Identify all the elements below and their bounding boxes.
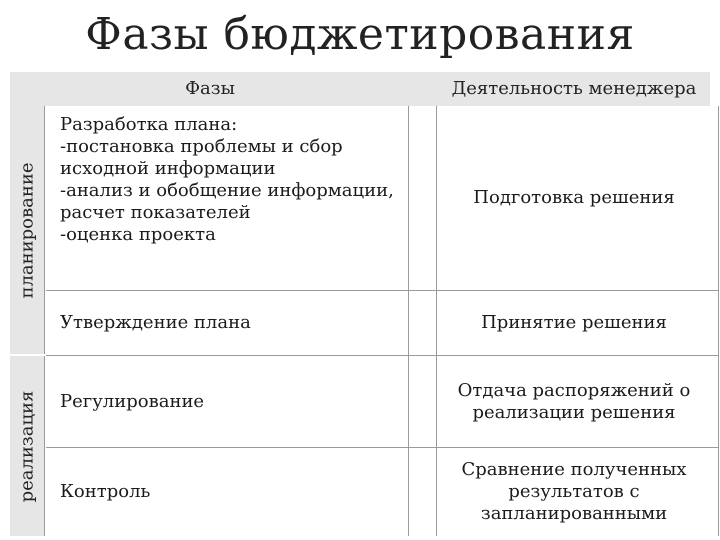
table-cell-phase-text: Контроль bbox=[60, 481, 151, 502]
header-phases: Фазы bbox=[185, 78, 235, 99]
column-divider bbox=[718, 106, 719, 536]
table-cell-phase bbox=[60, 448, 405, 536]
table-cell-activity bbox=[440, 448, 708, 536]
table-cell-activity-text: Отдача распоряжений о реализации решения bbox=[457, 379, 691, 423]
table-cell-activity-text: Подготовка решения bbox=[473, 187, 675, 208]
table-cell-phase bbox=[60, 291, 405, 355]
column-divider bbox=[436, 106, 437, 536]
table-cell-phase-text: Регулирование bbox=[60, 390, 205, 412]
table-cell-activity-text: Сравнение полученных результатов с запланированными bbox=[461, 459, 687, 524]
table-cell-phase: Разработка плана: -постановка проблемы и сбор исходной информации -анализ и обобщение информации, расчет показателей -оценка проекта bbox=[60, 114, 394, 245]
table-cell-phase-text: Утверждение плана bbox=[60, 312, 251, 333]
group-planning bbox=[10, 106, 45, 354]
page-title: Фазы бюджетирования bbox=[85, 9, 635, 60]
header-manager-activity: Деятельность менеджера bbox=[451, 78, 697, 99]
table-cell-activity bbox=[440, 106, 708, 290]
group-realization-label: реализация bbox=[16, 390, 38, 502]
table-cell-phase bbox=[60, 356, 405, 447]
table-cell-activity-text: Принятие решения bbox=[481, 312, 667, 333]
table-cell-activity bbox=[440, 356, 708, 447]
column-divider bbox=[408, 106, 409, 536]
table-cell-activity bbox=[440, 291, 708, 355]
group-planning-label: планирование bbox=[16, 161, 38, 299]
group-realization bbox=[10, 356, 45, 536]
